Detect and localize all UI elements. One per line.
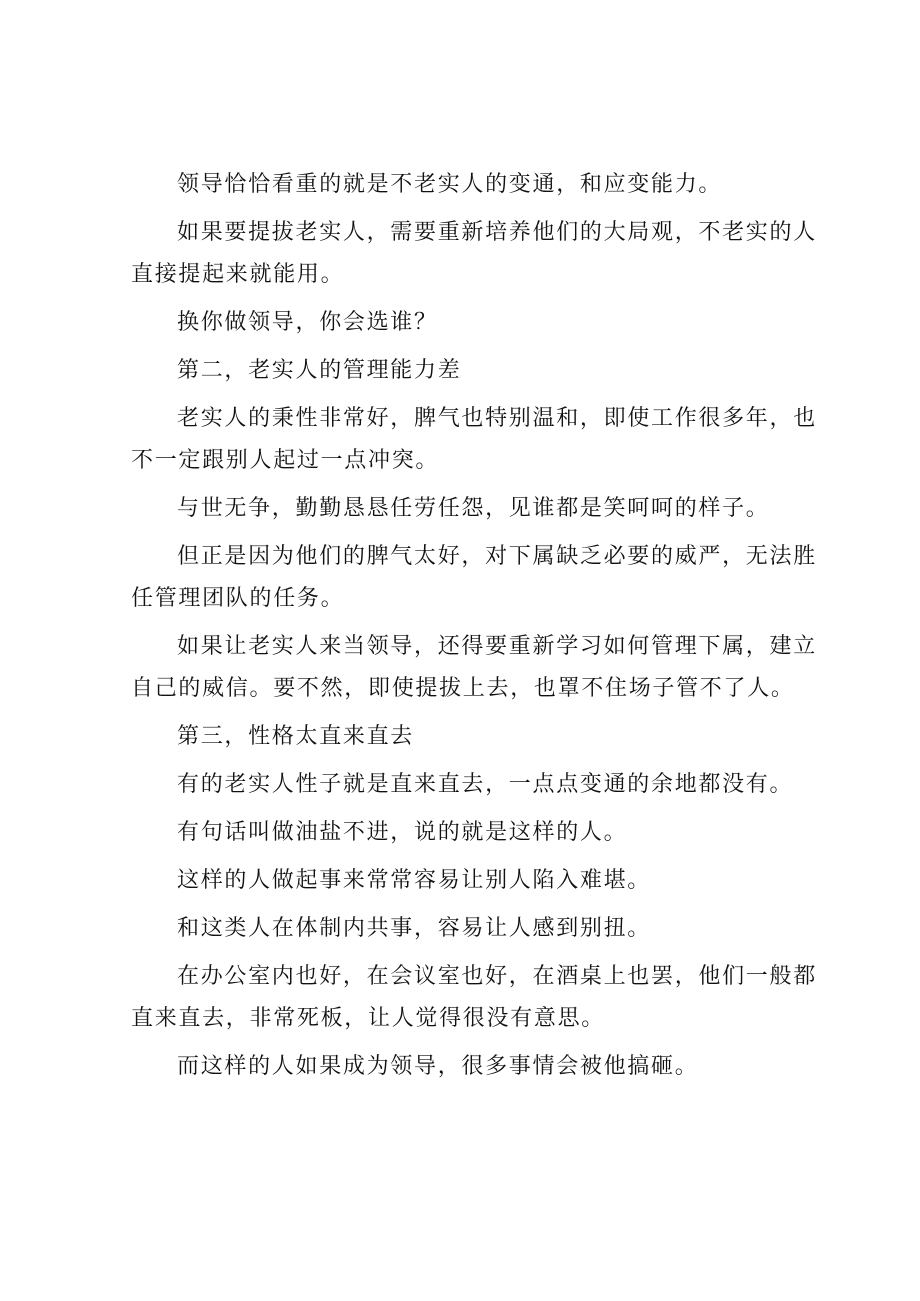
paragraph [131, 488, 811, 530]
text-line: 直接提起来就能用。 [131, 262, 345, 287]
text-line: 与世无争，勤勤恳恳任劳任怨，见谁都是笑呵呵的样子。 [177, 496, 770, 521]
text-line: 如果要提拔老实人，需要重新培养他们的大局观，不老实的人 [177, 220, 817, 245]
document-page [131, 164, 817, 1094]
paragraph [131, 536, 817, 620]
text-line: 第三，性格太直来直去 [177, 724, 415, 749]
paragraph [131, 302, 811, 344]
paragraph [131, 812, 811, 854]
text-line: 如果让老实人来当领导，还得要重新学习如何管理下属，建立 [177, 634, 817, 659]
text-line: 但正是因为他们的脾气太好，对下属缺乏必要的威严，无法胜 [177, 544, 817, 569]
paragraph [131, 212, 817, 296]
text-line: 任管理团队的任务。 [131, 586, 345, 611]
text-line: 不一定跟别人起过一点冲突。 [131, 448, 440, 473]
text-line: 有的老实人性子就是直来直去，一点点变通的余地都没有。 [177, 772, 794, 797]
text-line: 自己的威信。要不然，即使提拔上去，也罩不住场子管不了人。 [131, 676, 795, 701]
paragraph [131, 398, 817, 482]
paragraph [131, 1046, 811, 1088]
text-line: 第二，老实人的管理能力差 [177, 358, 462, 383]
text-line: 这样的人做起事来常常容易让别人陷入难堪。 [177, 868, 652, 893]
paragraph [131, 764, 811, 806]
paragraph [131, 716, 811, 758]
text-line: 和这类人在体制内共事，容易让人感到别扭。 [177, 916, 652, 941]
paragraph [131, 908, 811, 950]
paragraph [131, 956, 817, 1040]
paragraph [131, 860, 811, 902]
text-line: 而这样的人如果成为领导，很多事情会被他搞砸。 [177, 1054, 699, 1079]
text-line: 换你做领导，你会选谁？ [177, 310, 438, 335]
paragraph [131, 626, 817, 710]
text-line: 有句话叫做油盐不进，说的就是这样的人。 [177, 820, 628, 845]
text-line: 在办公室内也好，在会议室也好，在酒桌上也罢，他们一般都 [177, 964, 817, 989]
text-line: 领导恰恰看重的就是不老实人的变通，和应变能力。 [177, 172, 723, 197]
text-line: 直来直去，非常死板，让人觉得很没有意思。 [131, 1006, 606, 1031]
text-line: 老实人的秉性非常好，脾气也特别温和，即使工作很多年，也 [177, 406, 817, 431]
paragraph [131, 350, 811, 392]
paragraph [131, 164, 811, 206]
